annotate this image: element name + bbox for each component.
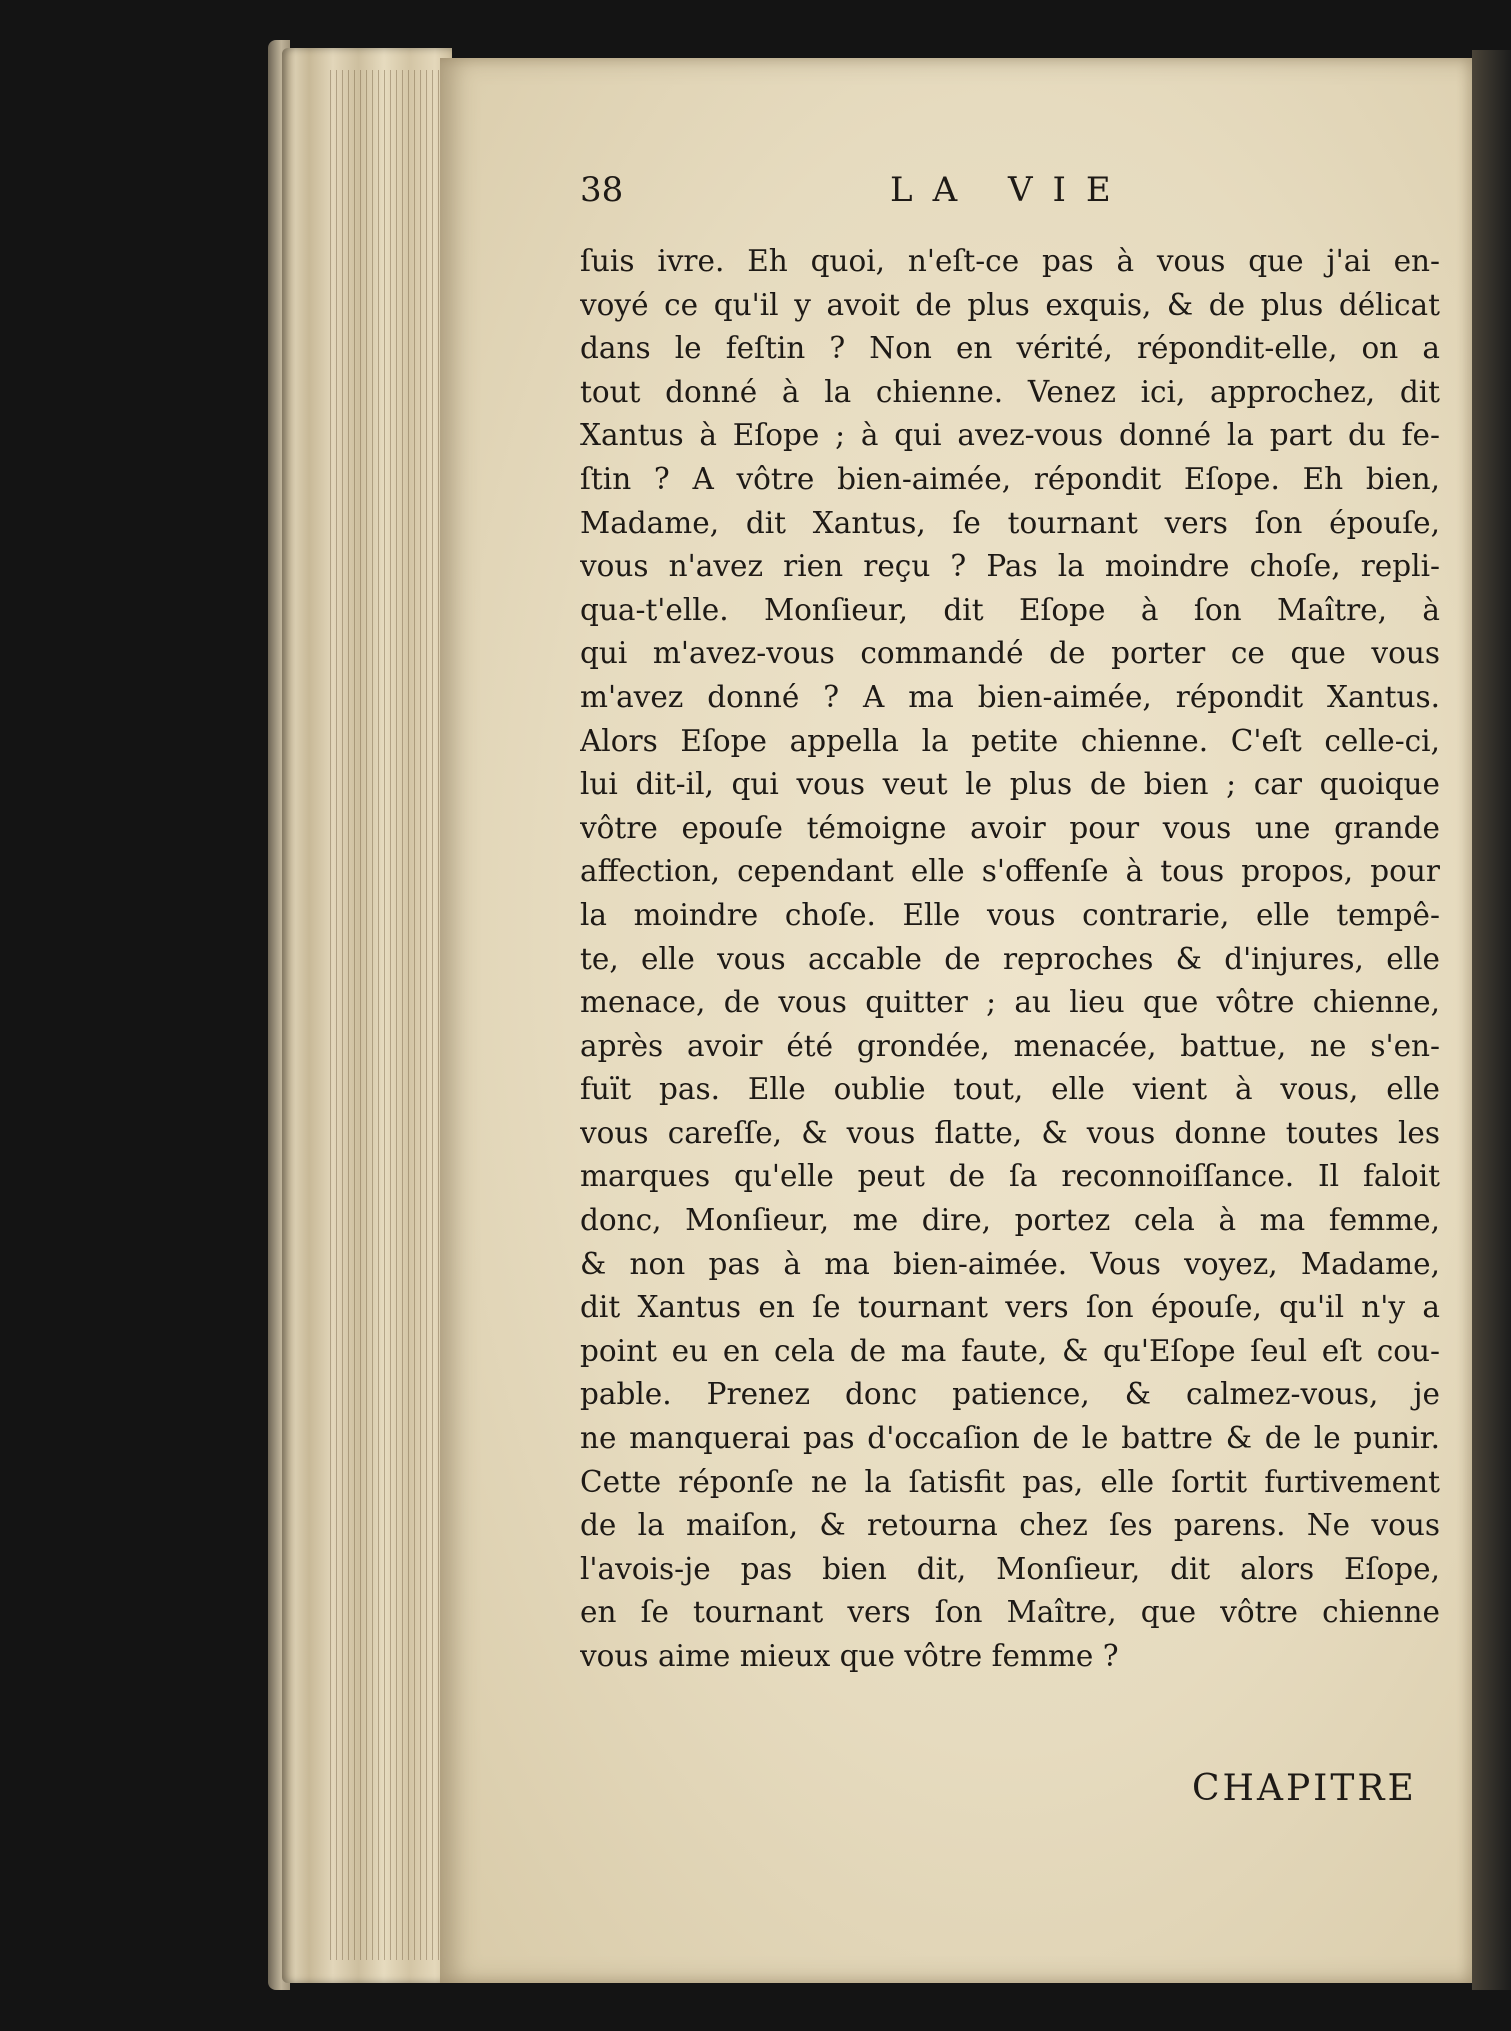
- text-line: te, elle vous accable de reproches & d'injures, elle: [580, 941, 1440, 976]
- text-line: qui m'avez-vous commandé de porter ce que vous: [580, 636, 1440, 671]
- page-stack-lines: [330, 70, 440, 1960]
- text-line: & non pas à ma bien-aimée. Vous voyez, Madame,: [580, 1246, 1440, 1281]
- body-text: [580, 240, 1440, 1679]
- text-line: l'avois-je pas bien dit, Monſieur, dit alors Eſope,: [580, 1551, 1440, 1586]
- text-line: de la maiſon, & retourna chez ſes parens. Ne vous: [580, 1508, 1440, 1543]
- text-line: vous careſſe, & vous flatte, & vous donne toutes les: [580, 1115, 1440, 1150]
- page-text-block: [580, 160, 1440, 1679]
- text-line: après avoir été grondée, menacée, battue, ne s'en-: [580, 1028, 1440, 1063]
- text-line: vous n'avez rien reçu ? Pas la moindre choſe, repli-: [580, 549, 1440, 584]
- text-line: donc, Monſieur, me dire, portez cela à ma femme,: [580, 1203, 1440, 1238]
- text-line: ſuis ivre. Eh quoi, n'eſt-ce pas à vous que j'ai en-: [580, 244, 1440, 278]
- gutter-shadow: [1472, 50, 1511, 1990]
- text-line: fuït pas. Elle oublie tout, elle vient à vous, elle: [580, 1072, 1440, 1107]
- text-line: ſtin ? A vôtre bien-aimée, répondit Eſope. Eh bien,: [580, 461, 1440, 496]
- text-line: menace, de vous quitter ; au lieu que vôtre chienne,: [580, 985, 1440, 1020]
- running-title: LA VIE: [890, 170, 1131, 210]
- text-line: affection, cependant elle s'offenſe à tous propos, pour: [580, 854, 1440, 889]
- text-line: m'avez donné ? A ma bien-aimée, répondit Xantus.: [580, 679, 1440, 714]
- text-line: lui dit-il, qui vous veut le plus de bien ; car quoique: [580, 767, 1440, 802]
- text-line: marques qu'elle peut de ſa reconnoiſſance. Il faloit: [580, 1159, 1440, 1194]
- text-line: la moindre choſe. Elle vous contrarie, elle tempê-: [580, 897, 1440, 932]
- text-line: Alors Eſope appella la petite chienne. C'eſt celle-ci,: [580, 723, 1440, 758]
- text-line: vous aime mieux que vôtre femme ?: [580, 1639, 1119, 1673]
- text-line: dans le feſtin ? Non en vérité, répondit-elle, on a: [580, 331, 1440, 366]
- text-line: voyé ce qu'il y avoit de plus exquis, & de plus délicat: [580, 287, 1440, 322]
- text-line: Madame, dit Xantus, ſe tournant vers ſon épouſe,: [580, 505, 1440, 540]
- page-header: [580, 160, 1440, 220]
- text-line: en ſe tournant vers ſon Maître, que vôtre chienne: [580, 1595, 1440, 1630]
- text-line: pable. Prenez donc patience, & calmez-vous, je: [580, 1377, 1440, 1412]
- text-line: vôtre epouſe témoigne avoir pour vous une grande: [580, 810, 1440, 845]
- page-number: 38: [580, 170, 624, 210]
- text-line: Cette réponſe ne la ſatisfit pas, elle ſortit furtivement: [580, 1464, 1440, 1499]
- text-line: qua-t'elle. Monſieur, dit Eſope à ſon Maître, à: [580, 592, 1440, 627]
- text-line: tout donné à la chienne. Venez ici, approchez, dit: [580, 374, 1440, 409]
- catchword: CHAPITRE: [1192, 1768, 1417, 1809]
- text-line: Xantus à Eſope ; à qui avez-vous donné la part du fe-: [580, 418, 1440, 453]
- text-line: point eu en cela de ma faute, & qu'Eſope ſeul eſt cou-: [580, 1333, 1440, 1368]
- text-line: ne manquerai pas d'occaſion de le battre & de le punir.: [580, 1421, 1440, 1456]
- text-line: dit Xantus en ſe tournant vers ſon épouſe, qu'il n'y a: [580, 1290, 1440, 1325]
